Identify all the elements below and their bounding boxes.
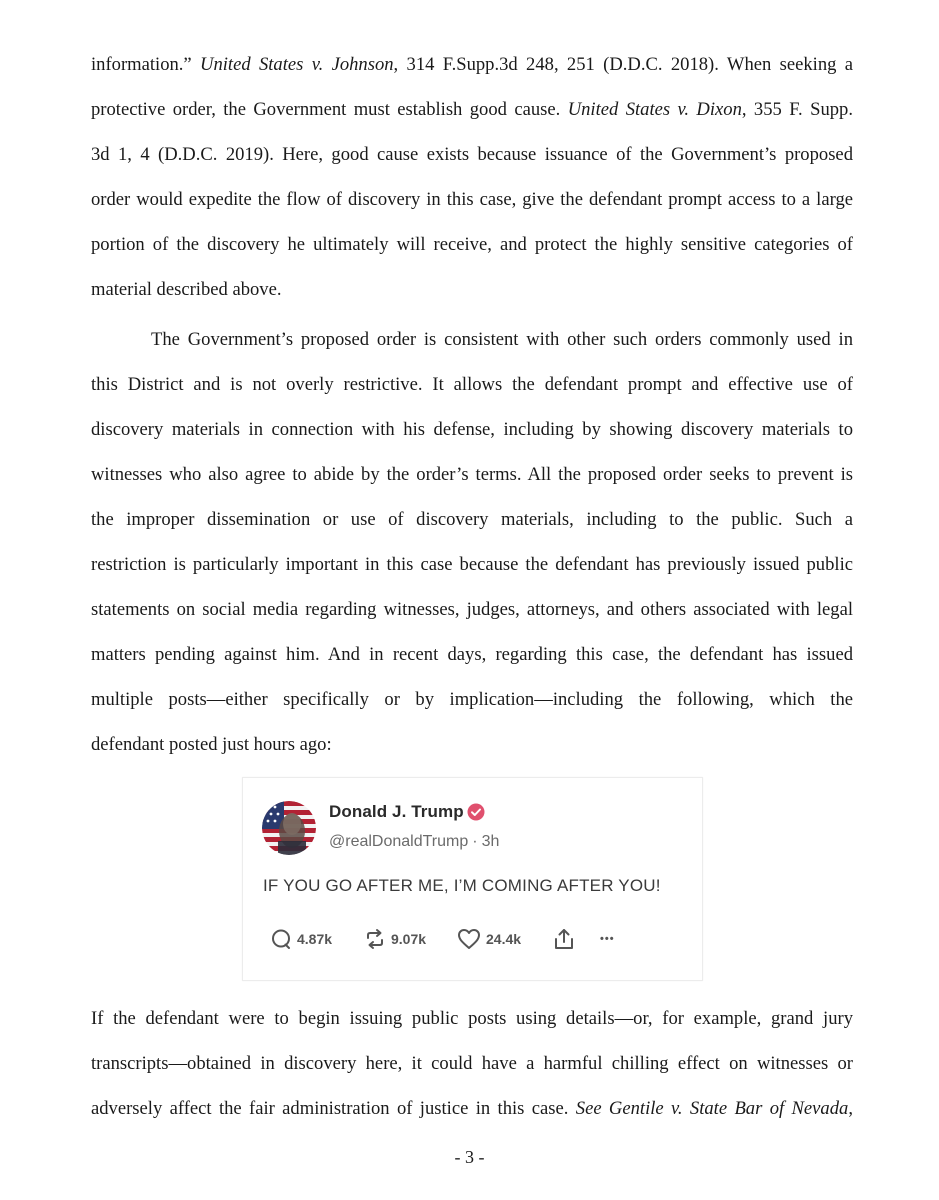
reply-icon [270,928,292,950]
text-line: order would expedite the flow of discovery in this case, give the defendant prompt access to a large [91,189,853,210]
text-line: restriction is particularly important in this case because the defendant has previously issued public [91,554,853,575]
page-number: - 3 - [454,1147,485,1167]
repost-count: 9.07k [391,931,427,947]
text-line: defendant posted just hours ago: [91,734,332,755]
profile-avatar[interactable] [262,801,316,855]
text-line: this District and is not overly restrictive. It allows the defendant prompt and effective use of [91,374,853,395]
text-line: adversely affect the fair administration of justice in this case. See Gentile v. State Bar of Nevada, [91,1098,853,1119]
post-age: 3h [481,833,500,850]
text-line: matters pending against him. And in recent days, regarding this case, the defendant has issued [91,644,853,665]
case-citation: United States v. Dixon [567,99,742,120]
text-line: the improper dissemination or use of discovery materials, including to the public. Such a [91,509,853,530]
text-line: information.” United States v. Johnson, 314 F.Supp.3d 248, 251 (D.D.C. 2018). When seeking a [91,54,854,75]
author-name[interactable]: Donald J. Trump [329,802,464,821]
text-line: portion of the discovery he ultimately will receive, and protect the highly sensitive categories of [91,234,853,255]
author-handle[interactable]: @realDonaldTrump [329,833,469,850]
paragraph-1 [91,42,853,312]
post-actions [270,925,690,953]
text-line: The Government’s proposed order is consistent with other such orders commonly used in [151,329,853,350]
author-handle-row [329,833,499,851]
repost-icon [364,928,386,950]
handle-separator: · [472,833,478,850]
share-button[interactable] [553,925,580,953]
share-icon [553,927,575,951]
post-text: IF YOU GO AFTER ME, I’M COMING AFTER YOU! [263,876,661,895]
like-count: 24.4k [486,931,522,947]
text-line: protective order, the Government must establish good cause. United States v. Dixon, 355 F. Supp. [91,99,853,120]
verified-badge-icon [467,803,485,821]
text-line: material described above. [91,279,282,300]
text-line: If the defendant were to begin issuing public posts using details—or, for example, grand jury [91,1008,853,1029]
more-options-button[interactable] [600,925,615,953]
heart-icon [457,928,481,950]
more-icon: ••• [600,933,615,945]
case-citation: See Gentile v. State Bar of Nevada [575,1098,849,1119]
paragraph-3 [91,996,853,1131]
case-citation: United States v. Johnson [200,54,394,75]
reply-count: 4.87k [297,931,333,947]
like-button[interactable] [457,925,521,953]
text-line: transcripts—obtained in discovery here, it could have a harmful chilling effect on witnesses or [91,1053,853,1074]
text-line: discovery materials in connection with his defense, including by showing discovery materials to [91,419,853,440]
embedded-social-post [242,777,703,981]
reply-button[interactable] [270,925,332,953]
repost-button[interactable] [364,925,426,953]
text-line: statements on social media regarding witnesses, judges, attorneys, and others associated with legal [91,599,853,620]
text-line: witnesses who also agree to abide by the order’s terms. All the proposed order seeks to prevent is [91,464,853,485]
paragraph-2 [91,317,853,767]
text-line: multiple posts—either specifically or by implication—including the following, which the [91,689,853,710]
text-line: 3d 1, 4 (D.D.C. 2019). Here, good cause exists because issuance of the Government’s proposed [91,144,853,165]
